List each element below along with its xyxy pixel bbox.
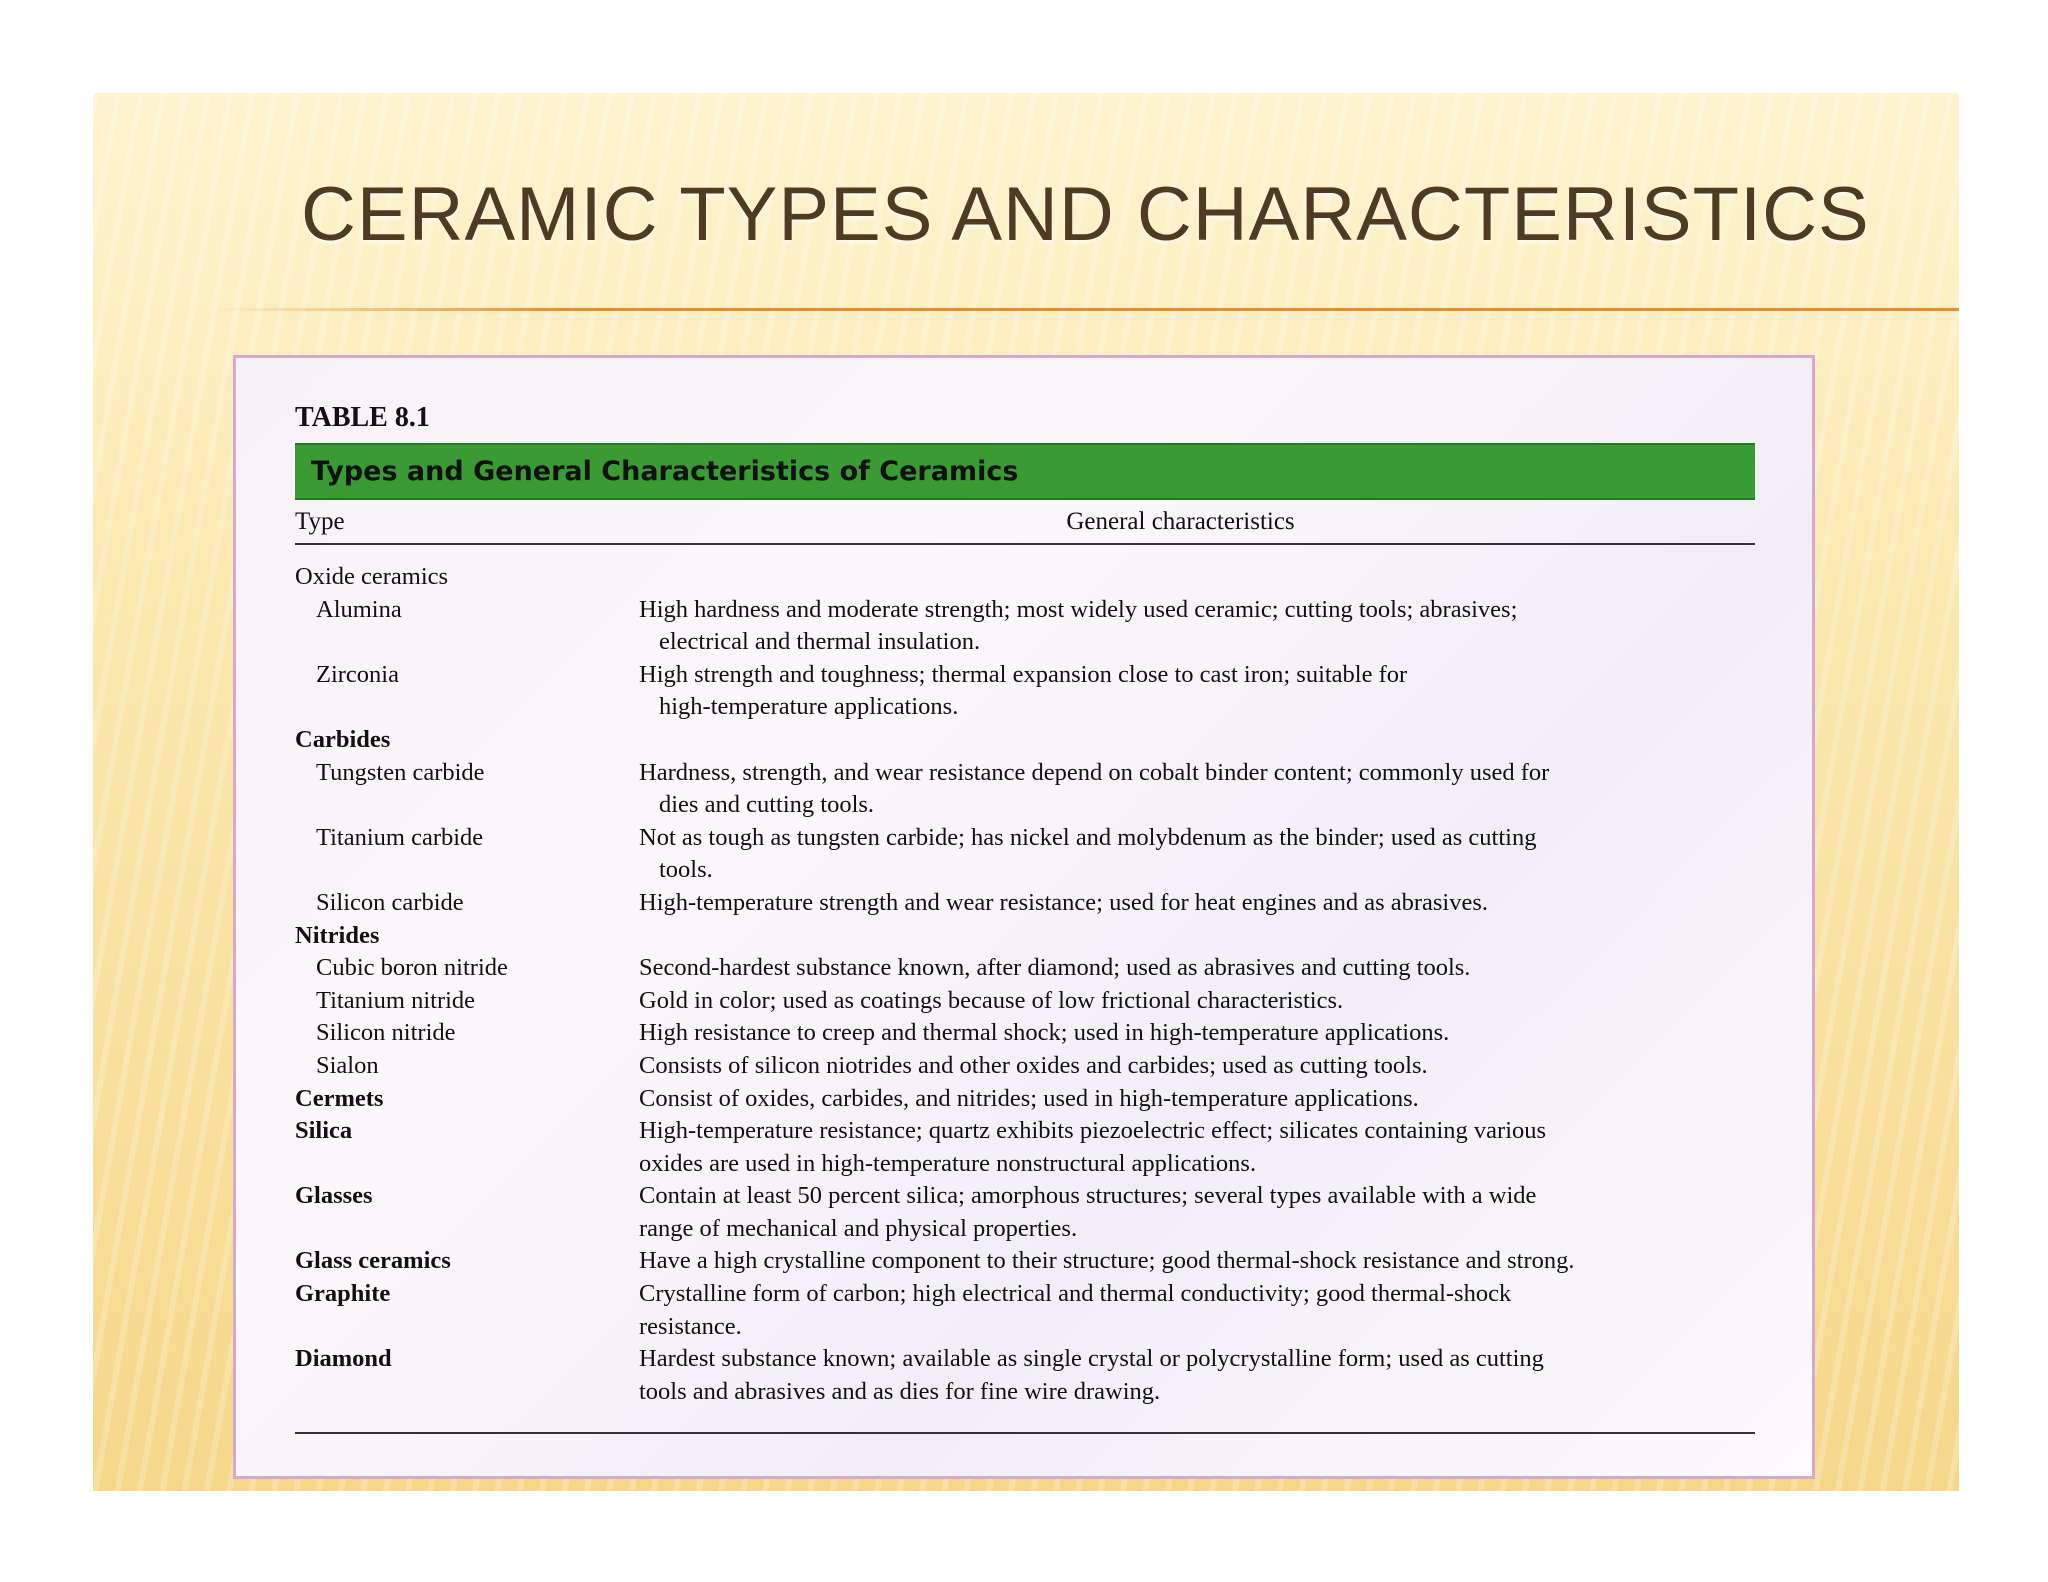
- characteristics-line: High-temperature resistance; quartz exhibits piezoelectric effect; silicates containing various: [639, 1117, 1547, 1145]
- characteristics-line: High-temperature strength and wear resistance; used for heat engines and as abrasives.: [639, 888, 1489, 916]
- row-characteristics-cell: [639, 952, 1755, 985]
- row-type-cell: Sialon: [316, 1051, 379, 1079]
- characteristics-line: high-temperature applications.: [659, 693, 959, 721]
- table-row: [295, 1343, 1755, 1408]
- characteristics-line: electrical and thermal insulation.: [659, 628, 981, 656]
- table-row: [295, 952, 1755, 985]
- characteristics-line: High strength and toughness; thermal expansion close to cast iron; suitable for: [639, 660, 1408, 688]
- table-caption-banner: Types and General Characteristics of Ceramics: [295, 443, 1755, 500]
- table-row: [295, 1083, 1755, 1116]
- table-row: [295, 1278, 1755, 1343]
- characteristics-line: Crystalline form of carbon; high electrical and thermal conductivity; good thermal-shock: [639, 1280, 1512, 1308]
- characteristics-line: dies and cutting tools.: [659, 791, 875, 819]
- row-type-cell: Oxide ceramics: [295, 563, 449, 590]
- row-characteristics-cell: [639, 594, 1755, 659]
- table-row: [295, 985, 1755, 1018]
- header-divider: [295, 543, 1755, 545]
- row-characteristics-cell: [639, 920, 1755, 953]
- row-characteristics-cell: [639, 1050, 1755, 1083]
- row-characteristics-cell: [639, 822, 1755, 887]
- table-row: [295, 561, 1755, 594]
- row-type-cell: Cermets: [295, 1084, 384, 1112]
- row-characteristics-cell: [639, 1278, 1755, 1343]
- row-characteristics-cell: [639, 1017, 1755, 1050]
- table-body: [295, 561, 1755, 1408]
- characteristics-line: Second-hardest substance known, after diamond; used as abrasives and cutting tools.: [639, 954, 1471, 982]
- slide-title: CERAMIC TYPES AND CHARACTERISTICS: [301, 172, 1870, 257]
- row-characteristics-cell: [639, 659, 1755, 724]
- table-row: [295, 659, 1755, 724]
- row-type-cell: Silicon nitride: [316, 1019, 456, 1047]
- characteristics-line: Have a high crystalline component to their structure; good thermal-shock resistance and strong.: [639, 1247, 1575, 1275]
- characteristics-line: Consists of silicon niotrides and other oxides and carbides; used as cutting tools.: [639, 1051, 1428, 1079]
- table-bottom-divider: [295, 1432, 1755, 1434]
- row-type-cell: Glass ceramics: [295, 1247, 451, 1275]
- table-row: [295, 1115, 1755, 1180]
- row-characteristics-cell: [639, 985, 1755, 1018]
- table-row: [295, 887, 1755, 920]
- table-row: [295, 594, 1755, 659]
- table-number-label: TABLE 8.1: [295, 402, 430, 433]
- characteristics-line: Not as tough as tungsten carbide; has nickel and molybdenum as the binder; used as cutting: [639, 823, 1537, 851]
- table-row: [295, 724, 1755, 757]
- characteristics-line: Hardest substance known; available as single crystal or polycrystalline form; used as cutting: [639, 1345, 1544, 1373]
- table-row: [295, 822, 1755, 887]
- row-type-cell: Alumina: [316, 595, 402, 623]
- characteristics-line: Gold in color; used as coatings because of low frictional characteristics.: [639, 986, 1344, 1014]
- row-type-cell: Zirconia: [316, 660, 399, 688]
- row-type-cell: Tungsten carbide: [316, 758, 485, 786]
- row-type-cell: Cubic boron nitride: [316, 954, 508, 982]
- table-row: [295, 1245, 1755, 1278]
- table-image-panel: [233, 355, 1815, 1479]
- row-characteristics-cell: [639, 561, 1755, 594]
- column-header-type: Type: [295, 508, 345, 535]
- characteristics-line: oxides are used in high-temperature nonstructural applications.: [639, 1149, 1257, 1177]
- row-characteristics-cell: [639, 1245, 1755, 1278]
- row-type-cell: Titanium carbide: [316, 823, 484, 851]
- row-type-cell: Silica: [295, 1117, 353, 1145]
- row-characteristics-cell: [639, 887, 1755, 920]
- table-row: [295, 1050, 1755, 1083]
- table-row: [295, 1180, 1755, 1245]
- row-type-cell: Glasses: [295, 1182, 373, 1210]
- row-characteristics-cell: [639, 724, 1755, 757]
- row-characteristics-cell: [639, 1343, 1755, 1408]
- characteristics-line: Hardness, strength, and wear resistance depend on cobalt binder content; commonly used for: [639, 758, 1550, 786]
- table-row: [295, 1017, 1755, 1050]
- row-type-cell: Titanium nitride: [316, 986, 476, 1014]
- characteristics-line: tools.: [659, 856, 713, 884]
- row-type-cell: Diamond: [295, 1345, 392, 1373]
- row-characteristics-cell: [639, 1083, 1755, 1116]
- characteristics-line: tools and abrasives and as dies for fine wire drawing.: [639, 1377, 1161, 1405]
- row-type-cell: Carbides: [295, 725, 391, 753]
- column-header-general-characteristics: General characteristics: [1066, 508, 1295, 535]
- characteristics-line: range of mechanical and physical properties.: [639, 1214, 1078, 1242]
- title-divider: [213, 308, 1959, 311]
- table-row: [295, 757, 1755, 822]
- table-row: [295, 920, 1755, 953]
- characteristics-line: High hardness and moderate strength; most widely used ceramic; cutting tools; abrasives;: [639, 595, 1518, 623]
- characteristics-line: High resistance to creep and thermal shock; used in high-temperature applications.: [639, 1019, 1450, 1047]
- row-type-cell: Graphite: [295, 1280, 391, 1308]
- characteristics-line: Consist of oxides, carbides, and nitrides; used in high-temperature applications.: [639, 1084, 1419, 1112]
- slide: [93, 93, 1959, 1491]
- row-characteristics-cell: [639, 757, 1755, 822]
- row-type-cell: Nitrides: [295, 921, 380, 949]
- characteristics-line: Contain at least 50 percent silica; amorphous structures; several types available with a wide: [639, 1182, 1537, 1210]
- characteristics-line: resistance.: [639, 1312, 742, 1340]
- row-type-cell: Silicon carbide: [316, 888, 464, 916]
- row-characteristics-cell: [639, 1115, 1755, 1180]
- row-characteristics-cell: [639, 1180, 1755, 1245]
